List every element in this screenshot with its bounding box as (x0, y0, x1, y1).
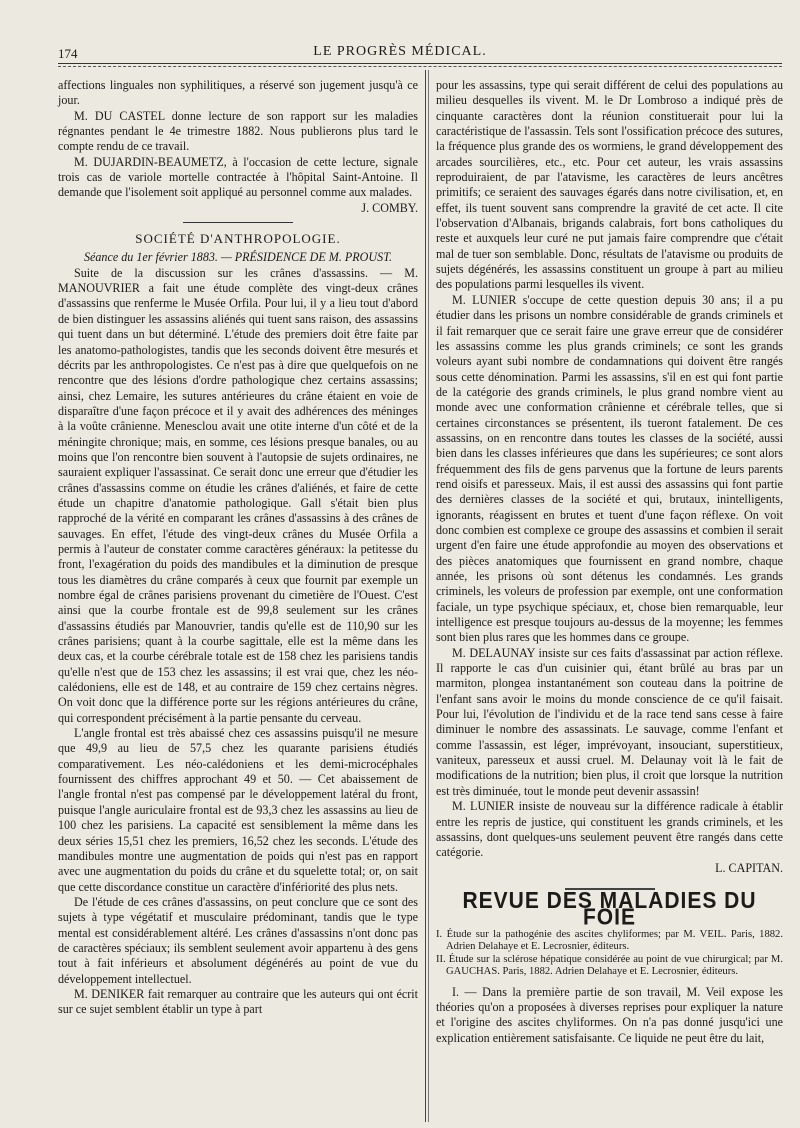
reference-item: II. Étude sur la sclérose hépatique considérée au point de vue chirurgical; par M. GAUCHAS. Paris, 1882. Adrien Delahaye et E. Lecrosnier, éditeurs. (436, 953, 783, 978)
paragraph: Suite de la discussion sur les crânes d'assassins. — M. MANOUVRIER a fait une étude complète des vingt-deux crânes d'assassins que renferme le Musée Orfila. Pour lui, il y a lieu tout d'abord de bien distinguer les assassins aliénés qui tuent sans raison, des assassins qui tuent dans un but déterminé. L'étude des premiers doit être faite par les anatomo-pathologistes, tandis que les seconds doivent être mesurés et décrits par les anthropologistes. Ce n'est pas à dire que quelquefois on ne rencontre que des lésions d'ordre pathologique chez certains assassins; ainsi, chez Lemaire, les sutures antérieures du crâne étaient en voie de disparaître d'une façon précoce et il y avait des adhérences des méninges à la voûte crânienne. Menesclou avait une otite interne d'un côté et de la méningite chronique; mais, en somme, ces lésions presque banales, ou au moins que l'on rencontre bien souvent à l'autopsie de sujets ordinaires, ne sauraient expliquer l'assassinat. Ce serait donc une erreur que d'étudier les crânes d'assassins comme on étudie les crânes d'aliénés, et faire de cette étude un chapitre d'anatomie pathologique. Gall s'était bien plus rapproché de la vérité en comparant les crânes d'assassins à des crânes de sauvages. En effet, l'étude des vingt-deux crânes du Musée Orfila a permis à l'auteur de constater comme caractères généraux: la petitesse du front, l'exagération du poids des mandibules et la diminution de presque tous les diamètres du crâne comparés à ceux que fournit par exemple un nombre égal de crânes parisiens provenant du cimetière de l'Ouest. C'est ainsi que la courbe frontale est de 99,8 seulement sur les crânes d'assassins étudiés par Manouvrier, tandis qu'elle est de 110,90 sur les crânes parisiens; quant à la courbe sagittale, elle est la même dans les deux cas, et la courbe cérébrale totale est de 158 chez les parisiens tandis qu'elle n'est que de 153 chez les assassins; il est vrai que, chez les néo-calédoniens, elle est de 148, et au contraire de 159 chez certains nègres. On voit donc que la différence porte sur les régions antérieures du crâne, qui correspondent précisément à la partie pensante du cerveau. (58, 265, 418, 725)
paragraph: M. LUNIER s'occupe de cette question depuis 30 ans; il a pu étudier dans les prisons un nombre considérable de grands criminels et il fait remarquer que ce serait faire une grave erreur que de considérer les assassins comme les plus grands criminels; ce sont les grands voleurs ayant subi nombre de condamnations qui doivent être rangés sous cette dénomination. Parmi les assassins, s'il en est qui font partie de la catégorie des grands criminels, le plus grand nombre vient au monde avec une conformation crânienne et cérébrale telles, que si certaines circonstances se présentent, ils tueront fatalement. De ces assassins, on en rencontre dans toutes les classes de la société, aussi bien dans les classes inférieures que dans les supérieures; ce sont alors fréquemment des fils de gens parvenus que la fortune de leurs parents rend oisifs et paresseux. Mais, il est aussi des assassins qui font partie des dernières classes de la société et qui, brutaux, inintelligents, ignorants, réagissent en brutes et tuent d'une façon réflexe. On voit donc combien est complexe ce groupe des assassins et combien il serait urgent d'en faire une étude approfondie au moyen des observations et des pièces anatomiques que fournissent en grand nombre, chaque année, les prisons où sont détenus les condamnés. Les grands criminels, les voleurs de profession par exemple, ont une conformation faciale, un type psychique spéciaux, et, chose bien remarquable, leur intelligence est presque toujours au-dessus de la moyenne; les femmes sont bien plus rares que les hommes dans ce groupe. (436, 292, 783, 645)
paragraph: M. DENIKER fait remarquer au contraire que les auteurs qui ont écrit sur ce sujet semblent établir un type à part (58, 986, 418, 1017)
column-separator-inner (428, 70, 429, 1122)
paragraph: M. DUJARDIN-BEAUMETZ, à l'occasion de cette lecture, signale trois cas de variole mortelle contractée à l'hôpital Saint-Antoine. Il demande que l'isolement soit appliqué au personnel comme aux malades. (58, 154, 418, 200)
paragraph: M. DELAUNAY insiste sur ces faits d'assassinat par action réflexe. Il rapporte le cas d'un cuisinier qui, étant brûlé au bras par un marmiton, plongea instantanément son couteau dans la poitrine de l'enfant sans avoir le moins du monde conscience de ce qu'il faisait. Pour lui, l'évolution de l'individu et de la race tend sans cesse à faire diminuer le nombre des assassinats. Le sauvage, comme l'enfant et comme l'assassin, est léger, imprévoyant, insouciant, superstitieux, vaniteux, paresseux et aussi cruel. M. Delaunay voit là le fait de modifications de la nutrition; bien plus, il croit que lorsque la nutrition est très diminuée, tout le monde peut devenir assassin! (436, 645, 783, 798)
paragraph: De l'étude de ces crânes d'assassins, on peut conclure que ce sont des sujets à type végétatif et musculaire prédominant, tandis que le type mental est considérablement altéré. Les crânes d'assassins n'ont donc pas de caractères spéciaux; ils semblent seulement avoir appartenu à des gens tout à fait inférieurs et absolument dégénérés au point de vue du développement intellectuel. (58, 894, 418, 986)
paragraph: I. — Dans la première partie de son travail, M. Veil expose les théories qu'on a proposées à diverses reprises pour expliquer la nature et l'origine des ascites chyliformes. On n'a pas donné jusqu'ici une explication entièrement satisfaisante. Ce liquide ne peut être du lait, (436, 984, 783, 1045)
paragraph: affections linguales non syphilitiques, a réservé son jugement jusqu'à ce jour. (58, 78, 418, 108)
reference-item: I. Étude sur la pathogénie des ascites chyliformes; par M. VEIL. Paris, 1882. Adrien Delahaye et E. Lecrosnier, éditeurs. (436, 928, 783, 953)
paragraph: pour les assassins, type qui serait différent de celui des populations au milieu desquelles ils vivent. M. le Dr Lombroso a indiqué près de cinquante caractères dont la réunion constituerait pour lui la caractéristique de l'assassin. Tels sont l'ossification précoce des sutures, la fréquence plus grande des os wormiens, le grand développement des arcades sourcilières, etc., etc. Pour cet auteur, les vrais assassins reproduiraient, de par l'atavisme, les caractères de leurs ancêtres primitifs; ce seraient des sauvages égarés dans notre civilisation, et, en effet, ils tuent souvent sans comprendre la gravité de cet acte. Il cite l'observation d'Albanais, brigands calabrais, fort bons catholiques du reste et auxquels leur curé ne put jamais faire comprendre que c'était mal de tuer son semblable. Donc, résultats de l'atavisme ou produits de sujets dégénérés, les assassins constituent un groupe à part au milieu des populations parmi lesquelles ils vivent. (436, 78, 783, 292)
page-number: 174 (58, 46, 78, 61)
column-separator (425, 70, 426, 1122)
signature: L. CAPITAN. (715, 860, 783, 875)
header-rule (58, 63, 782, 64)
paragraph: M. LUNIER insiste de nouveau sur la différence radicale à établir entre les repris de justice, qui constituent les grands criminels, et les assassins, dont quelques-uns seulement peuvent être rangés dans cette catégorie. (436, 799, 783, 860)
header-rule-dashed (58, 66, 782, 67)
references (436, 929, 783, 979)
right-column (436, 78, 783, 1046)
left-column (58, 78, 418, 1018)
journal-title: LE PROGRÈS MÉDICAL. (313, 44, 487, 59)
session-heading: Séance du 1er février 1883. — PRÉSIDENCE DE M. PROUST. (83, 250, 393, 265)
signature: J. COMBY. (361, 200, 418, 215)
paragraph: M. DU CASTEL donne lecture de son rapport sur les maladies régnantes pendant le 4e trimestre 1882. Nous publierons plus tard le compte rendu de ce travail. (58, 108, 418, 154)
separator-rule (183, 222, 293, 223)
section-title: SOCIÉTÉ D'ANTHROPOLOGIE. (135, 231, 341, 247)
review-title: REVUE DES MALADIES DU FOIE (462, 887, 757, 931)
paragraph: L'angle frontal est très abaissé chez ces assassins puisqu'il ne mesure que 49,9 au lieu de 57,5 chez les quarante parisiens étudiés comparativement. Les néo-calédoniens et les demi-microcéphales fournissent des chiffres approchant 49 et 50. — Cet abaissement de l'angle frontal n'est pas compensé par le développement latéral du front, puisque l'angle auriculaire frontal est de 93,3 chez les assassins au lieu de 100 chez les parisiens. La capacité est sensiblement la même dans les deux séries 15,51 chez les premiers, 16,52 chez les seconds. L'étude des mandibules montre une augmentation de poids qui n'est pas en rapport avec une augmentation du poids du crâne et du squelette total; or, on sait que cette discordance constitue un caractère d'infériorité des plus nets. (58, 726, 418, 894)
